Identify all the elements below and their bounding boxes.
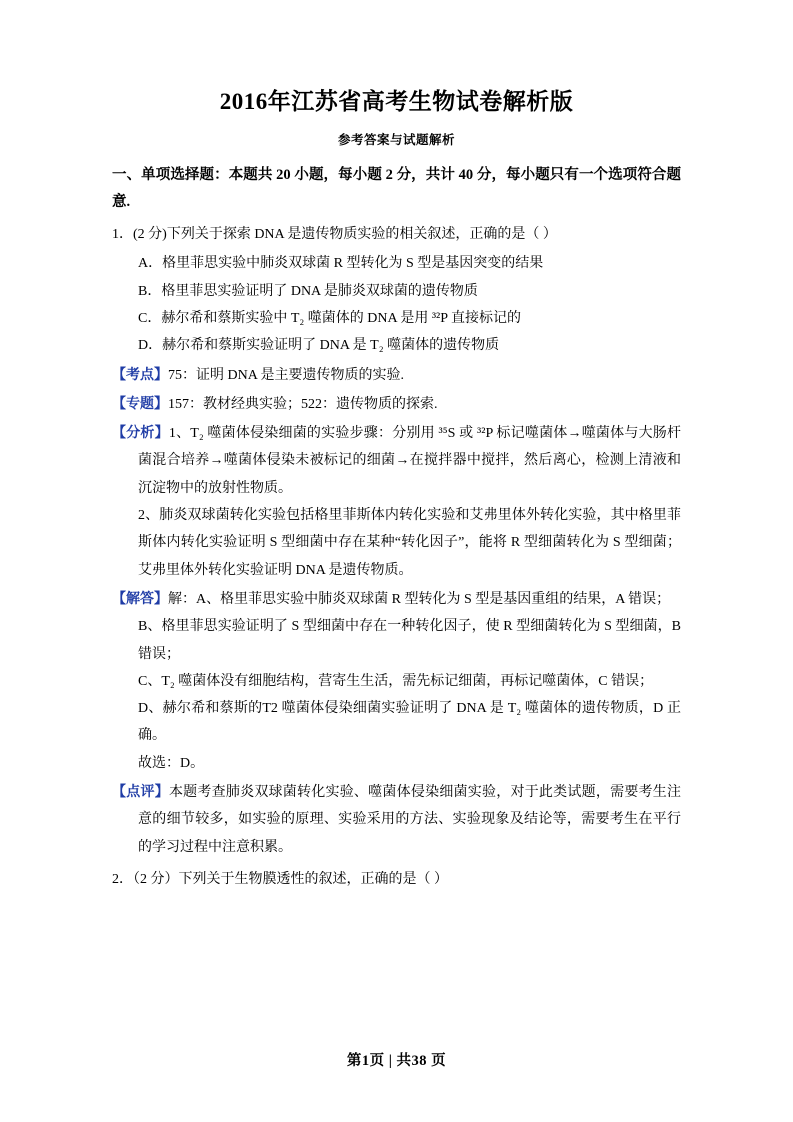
jieda-line-1: 解：A、格里菲思实验中肺炎双球菌 R 型转化为 S 型是基因重组的结果，A 错误； xyxy=(168,591,671,607)
page-footer: 第1页 | 共38 页 xyxy=(346,1053,447,1069)
question-1-option-c: C．赫尔希和蔡斯实验中 T₂ 噬菌体的 DNA 是用 ³²P 直接标记的 xyxy=(138,311,521,326)
fenxi-label: 【分析】 xyxy=(112,426,169,442)
zhuanti-label: 【专题】 xyxy=(112,396,168,412)
question-1-fenxi-2: 2、肺炎双球菌转化实验包括格里菲斯体内转化实验和艾弗里体外转化实验，其中格里菲斯体内转化实验证明 S 型细菌中存在某种“转化因子”，能将 R 型细菌转化为 S 型细菌；艾弗里体外转化实验证明 DNA 是遗传物质。 xyxy=(138,508,681,578)
question-1-fenxi xyxy=(112,420,681,502)
zhuanti-text: 157：教材经典实验；522：遗传物质的探索. xyxy=(168,396,438,412)
question-1-option-d: D．赫尔希和蔡斯实验证明了 DNA 是 T₂ 噬菌体的遗传物质 xyxy=(138,338,500,354)
question-1-kaodian xyxy=(112,362,681,389)
dianping-text: 本题考查肺炎双球菌转化实验、噬菌体侵染细菌实验，对于此类试题，需要考生注意的细节较多，如实验的原理、实验采用的方法、实验现象及结论等，需要考生在平行的学习过程中注意积累。 xyxy=(138,785,682,855)
question-1-zhuanti xyxy=(112,391,681,418)
kaodian-label: 【考点】 xyxy=(112,367,168,383)
question-1-dianping xyxy=(112,779,682,861)
question-1-jieda-line-3: C、T₂ 噬菌体没有细胞结构，营寄生生活，需先标记细菌，再标记噬菌体，C 错误； xyxy=(138,673,654,689)
dianping-label: 【点评】 xyxy=(112,785,169,801)
question-1-jieda-line-5: 故选：D。 xyxy=(138,755,205,771)
page-subtitle: 参考答案与试题解析 xyxy=(337,133,455,148)
page-title: 2016年江苏省高考生物试卷解析版 xyxy=(219,89,574,114)
question-2-stem: 2．（2 分）下列关于生物膜透性的叙述，正确的是（ ） xyxy=(112,871,448,887)
kaodian-text: 75：证明 DNA 是主要遗传物质的实验. xyxy=(168,367,405,383)
question-1-jieda xyxy=(112,586,681,613)
question-1-jieda-line-4: D、赫尔希和蔡斯的T2 噬菌体侵染细菌实验证明了 DNA 是 T₂ 噬菌体的遗传物质，D 正确。 xyxy=(138,701,681,744)
question-1-option-b: B．格里菲思实验证明了 DNA 是肺炎双球菌的遗传物质 xyxy=(138,283,478,299)
section-heading: 一、单项选择题：本题共 20 小题，每小题 2 分，共计 40 分，每小题只有一个选项符合题意. xyxy=(112,167,681,210)
question-1-jieda-line-2: B、格里菲思实验证明了 S 型细菌中存在一种转化因子，使 R 型细菌转化为 S 型细菌，B 错误； xyxy=(138,619,681,662)
fenxi-text-1: 1、T₂ 噬菌体侵染细菌的实验步骤：分别用 ³⁵S 或 ³²P 标记噬菌体→噬菌体与大肠杆菌混合培养→噬菌体侵染未被标记的细菌→在搅拌器中搅拌，然后离心，检测上清液和沉淀物中的放射性物质。 xyxy=(138,426,681,496)
question-1-stem: 1．(2 分)下列关于探索 DNA 是遗传物质实验的相关叙述，正确的是（ ） xyxy=(112,226,557,242)
jieda-label: 【解答】 xyxy=(112,591,168,607)
question-1-option-a: A．格里菲思实验中肺炎双球菌 R 型转化为 S 型是基因突变的结果 xyxy=(138,256,544,272)
